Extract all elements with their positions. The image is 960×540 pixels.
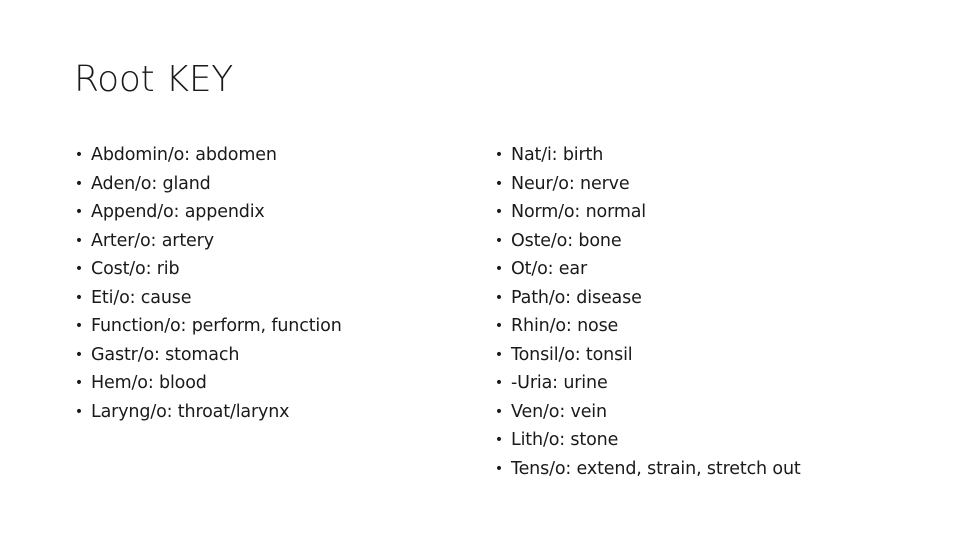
bullet-icon: • <box>494 432 504 448</box>
list-item-text: Path/o: disease <box>511 287 642 308</box>
bullet-icon: • <box>494 460 504 477</box>
list-item <box>494 312 894 341</box>
list-item-text: Hem/o: blood <box>91 373 207 393</box>
list-item-text: Function/o: perform, function <box>91 316 342 336</box>
bullet-icon: • <box>494 318 504 334</box>
list-item <box>74 170 474 199</box>
list-item <box>74 227 474 256</box>
bullet-icon: • <box>494 403 504 420</box>
list-item-text: Norm/o: normal <box>511 202 647 222</box>
bullet-icon: • <box>74 403 84 420</box>
list-item-text: Oste/o: bone <box>511 230 622 251</box>
slide-title: Root KEY <box>74 59 233 100</box>
bullet-icon: • <box>494 375 504 391</box>
bullet-icon: • <box>74 232 84 249</box>
list-item-text: Neur/o: nerve <box>511 173 630 194</box>
list-item <box>494 369 894 398</box>
list-item-text: Nat/i: birth <box>511 145 604 165</box>
list-item <box>74 369 474 398</box>
bullet-icon: • <box>494 289 504 306</box>
list-item <box>494 170 894 199</box>
list-item-text: Rhin/o: nose <box>511 316 619 336</box>
left-root-list <box>74 141 474 426</box>
list-item-text: Abdomin/o: abdomen <box>91 145 277 165</box>
list-item-text: Laryng/o: throat/larynx <box>91 401 290 422</box>
list-item <box>494 255 894 284</box>
list-item-text: Tens/o: extend, strain, stretch out <box>511 458 801 479</box>
list-item-text: Append/o: appendix <box>91 202 265 222</box>
bullet-icon: • <box>74 375 84 391</box>
list-item-text: Ven/o: vein <box>511 401 607 422</box>
bullet-icon: • <box>74 289 84 306</box>
list-item <box>494 284 894 313</box>
bullet-icon: • <box>494 346 504 363</box>
right-root-list <box>494 141 894 483</box>
list-item <box>74 341 474 370</box>
list-item-text: Tonsil/o: tonsil <box>511 344 633 365</box>
list-item-text: Arter/o: artery <box>91 230 214 251</box>
list-item-text: Cost/o: rib <box>91 259 180 279</box>
list-item <box>74 141 474 170</box>
list-item <box>74 398 474 427</box>
bullet-icon: • <box>494 204 504 220</box>
bullet-icon: • <box>74 318 84 334</box>
list-item <box>494 198 894 227</box>
list-item <box>494 426 894 455</box>
bullet-icon: • <box>74 147 84 163</box>
list-item-text: -Uria: urine <box>511 373 608 393</box>
list-item <box>494 141 894 170</box>
list-item-text: Eti/o: cause <box>91 287 192 308</box>
list-item-text: Gastr/o: stomach <box>91 344 240 365</box>
bullet-icon: • <box>74 346 84 363</box>
list-item-text: Ot/o: ear <box>511 259 588 279</box>
bullet-icon: • <box>494 232 504 249</box>
list-item <box>494 398 894 427</box>
list-item-text: Lith/o: stone <box>511 430 619 450</box>
bullet-icon: • <box>494 147 504 163</box>
list-item <box>74 312 474 341</box>
list-item-text: Aden/o: gland <box>91 173 211 194</box>
bullet-icon: • <box>74 175 84 192</box>
bullet-icon: • <box>494 175 504 192</box>
list-item <box>74 198 474 227</box>
list-item <box>74 284 474 313</box>
bullet-icon: • <box>74 204 84 220</box>
bullet-icon: • <box>74 261 84 277</box>
list-item <box>494 227 894 256</box>
list-item <box>74 255 474 284</box>
bullet-icon: • <box>494 261 504 277</box>
list-item <box>494 341 894 370</box>
list-item <box>494 455 894 484</box>
